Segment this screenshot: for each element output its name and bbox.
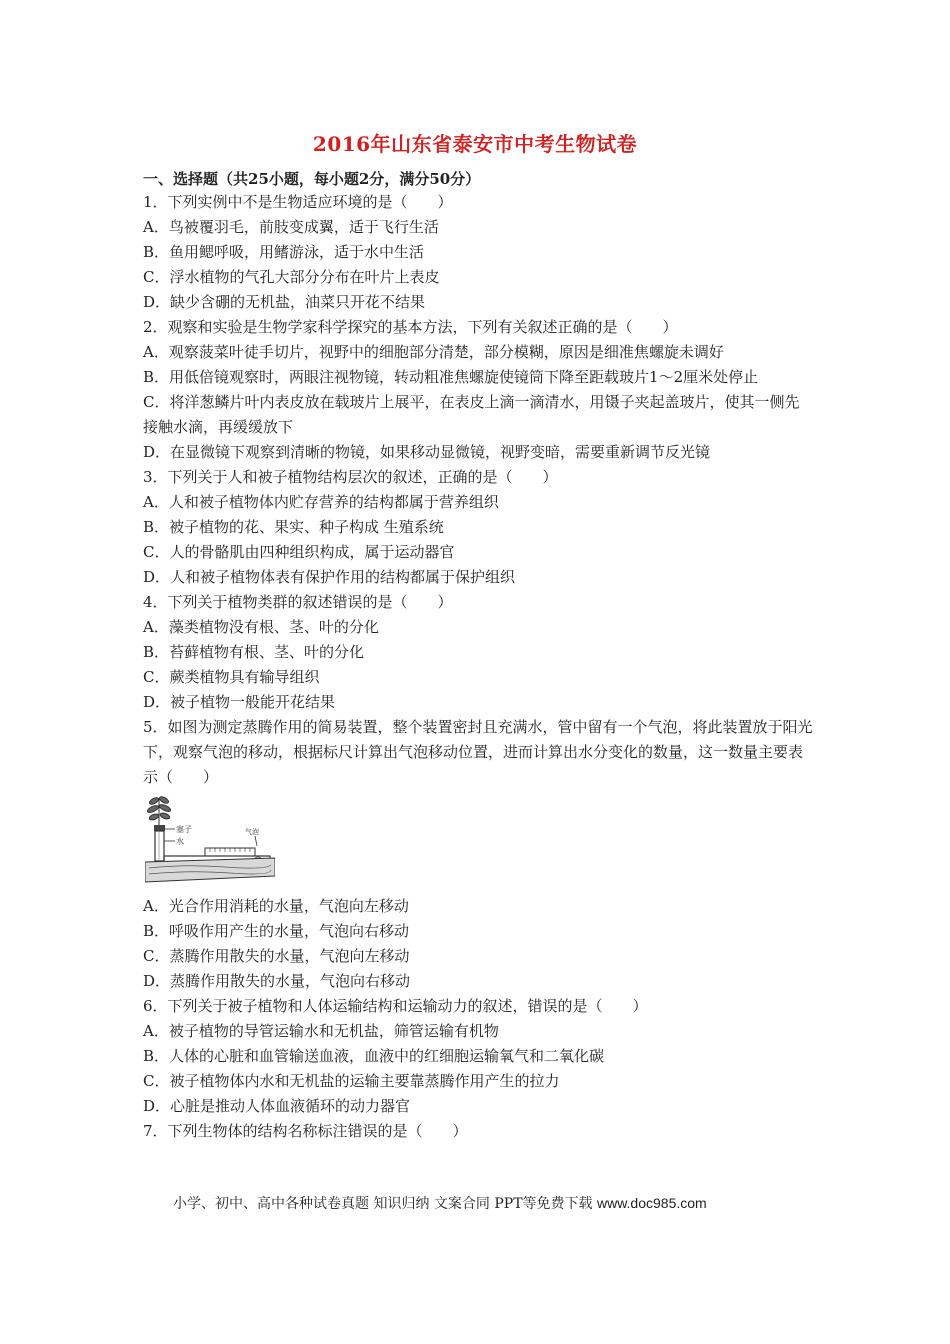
answer-option: C．蒸腾作用散失的水量，气泡向左移动 <box>143 947 410 965</box>
answer-option: C．人的骨骼肌由四种组织构成，属于运动器官 <box>143 543 455 561</box>
answer-option: C．浮水植物的气孔大部分分布在叶片上表皮 <box>143 268 440 286</box>
footer-text: 小学、初中、高中各种试卷真题 知识归纳 文案合同 PPT等免费下载 <box>173 1196 593 1212</box>
answer-option: B．被子植物的花、果实、种子构成 生殖系统 <box>143 518 444 536</box>
footer-site-link[interactable]: www.doc985.com <box>596 1195 707 1211</box>
answer-option: D．缺少含硼的无机盐，油菜只开花不结果 <box>143 293 426 311</box>
answer-option: D．被子植物一般能开花结果 <box>143 693 336 711</box>
answer-option: B．呼吸作用产生的水量，气泡向右移动 <box>143 922 410 940</box>
question-stem: 5．如图为测定蒸腾作用的简易装置，整个装置密封且充满水，管中留有一个气泡，将此装置放于阳光下，观察气泡的移动，根据标尺计算出气泡移动位置，进而计算出水分变化的数量，这一数量主要表示（ ） <box>143 718 813 786</box>
question-stem: 4．下列关于植物类群的叙述错误的是（ ） <box>143 593 453 611</box>
transpiration-apparatus-diagram <box>145 792 275 888</box>
answer-option: C．将洋葱鳞片叶内表皮放在载玻片上展平，在表皮上滴一滴清水，用镊子夹起盖玻片，使其一侧先接触水滴，再缓缓放下 <box>143 393 800 436</box>
question-stem: 3．下列关于人和被子植物结构层次的叙述，正确的是（ ） <box>143 468 558 486</box>
answer-option: C．被子植物体内水和无机盐的运输主要靠蒸腾作用产生的拉力 <box>143 1072 560 1090</box>
answer-option: A．鸟被覆羽毛，前肢变成翼，适于飞行生活 <box>143 218 439 236</box>
answer-option: D．人和被子植物体表有保护作用的结构都属于保护组织 <box>143 568 516 586</box>
question-stem: 7．下列生物体的结构名称标注错误的是（ ） <box>143 1122 468 1140</box>
answer-option: A．被子植物的导管运输水和无机盐，筛管运输有机物 <box>143 1022 499 1040</box>
bubble-label: 气泡 <box>245 828 259 836</box>
answer-option: B．人体的心脏和血管输送血液，血液中的红细胞运输氧气和二氧化碳 <box>143 1047 605 1065</box>
section-heading: 一、选择题（共25小题，每小题2分，满分50分） <box>143 170 481 188</box>
answer-option: B．苔藓植物有根、茎、叶的分化 <box>143 643 365 661</box>
transpiration-apparatus-figure <box>145 792 275 888</box>
answer-option: B．鱼用鳃呼吸，用鳍游泳，适于水中生活 <box>143 243 425 261</box>
question-list <box>143 190 813 1144</box>
page-footer <box>173 1193 707 1213</box>
stopper-label: 塞子 <box>176 825 192 834</box>
answer-option: A．观察菠菜叶徒手切片，视野中的细胞部分清楚，部分模糊，原因是细准焦螺旋未调好 <box>143 343 724 361</box>
answer-option: D．蒸腾作用散失的水量，气泡向右移动 <box>143 972 411 990</box>
question-stem: 1．下列实例中不是生物适应环境的是（ ） <box>143 193 453 211</box>
answer-option: C．蕨类植物具有输导组织 <box>143 668 320 686</box>
answer-option: D．心脏是推动人体血液循环的动力器官 <box>143 1097 411 1115</box>
question-stem: 2．观察和实验是生物学家科学探究的基本方法，下列有关叙述正确的是（ ） <box>143 318 678 336</box>
answer-option: A．人和被子植物体内贮存营养的结构都属于营养组织 <box>143 493 499 511</box>
water-label: 水 <box>176 837 184 846</box>
page-title: 2016年山东省泰安市中考生物试卷 <box>312 132 638 156</box>
question-stem: 6．下列关于被子植物和人体运输结构和运输动力的叙述，错误的是（ ） <box>143 997 648 1015</box>
answer-option: A．光合作用消耗的水量，气泡向左移动 <box>143 897 409 915</box>
answer-option: A．藻类植物没有根、茎、叶的分化 <box>143 618 379 636</box>
answer-option: B．用低倍镜观察时，两眼注视物镜，转动粗准焦螺旋使镜筒下降至距载玻片1～2厘米处停止 <box>143 368 759 386</box>
answer-option: D．在显微镜下观察到清晰的物镜，如果移动显微镜，视野变暗，需要重新调节反光镜 <box>143 443 711 461</box>
